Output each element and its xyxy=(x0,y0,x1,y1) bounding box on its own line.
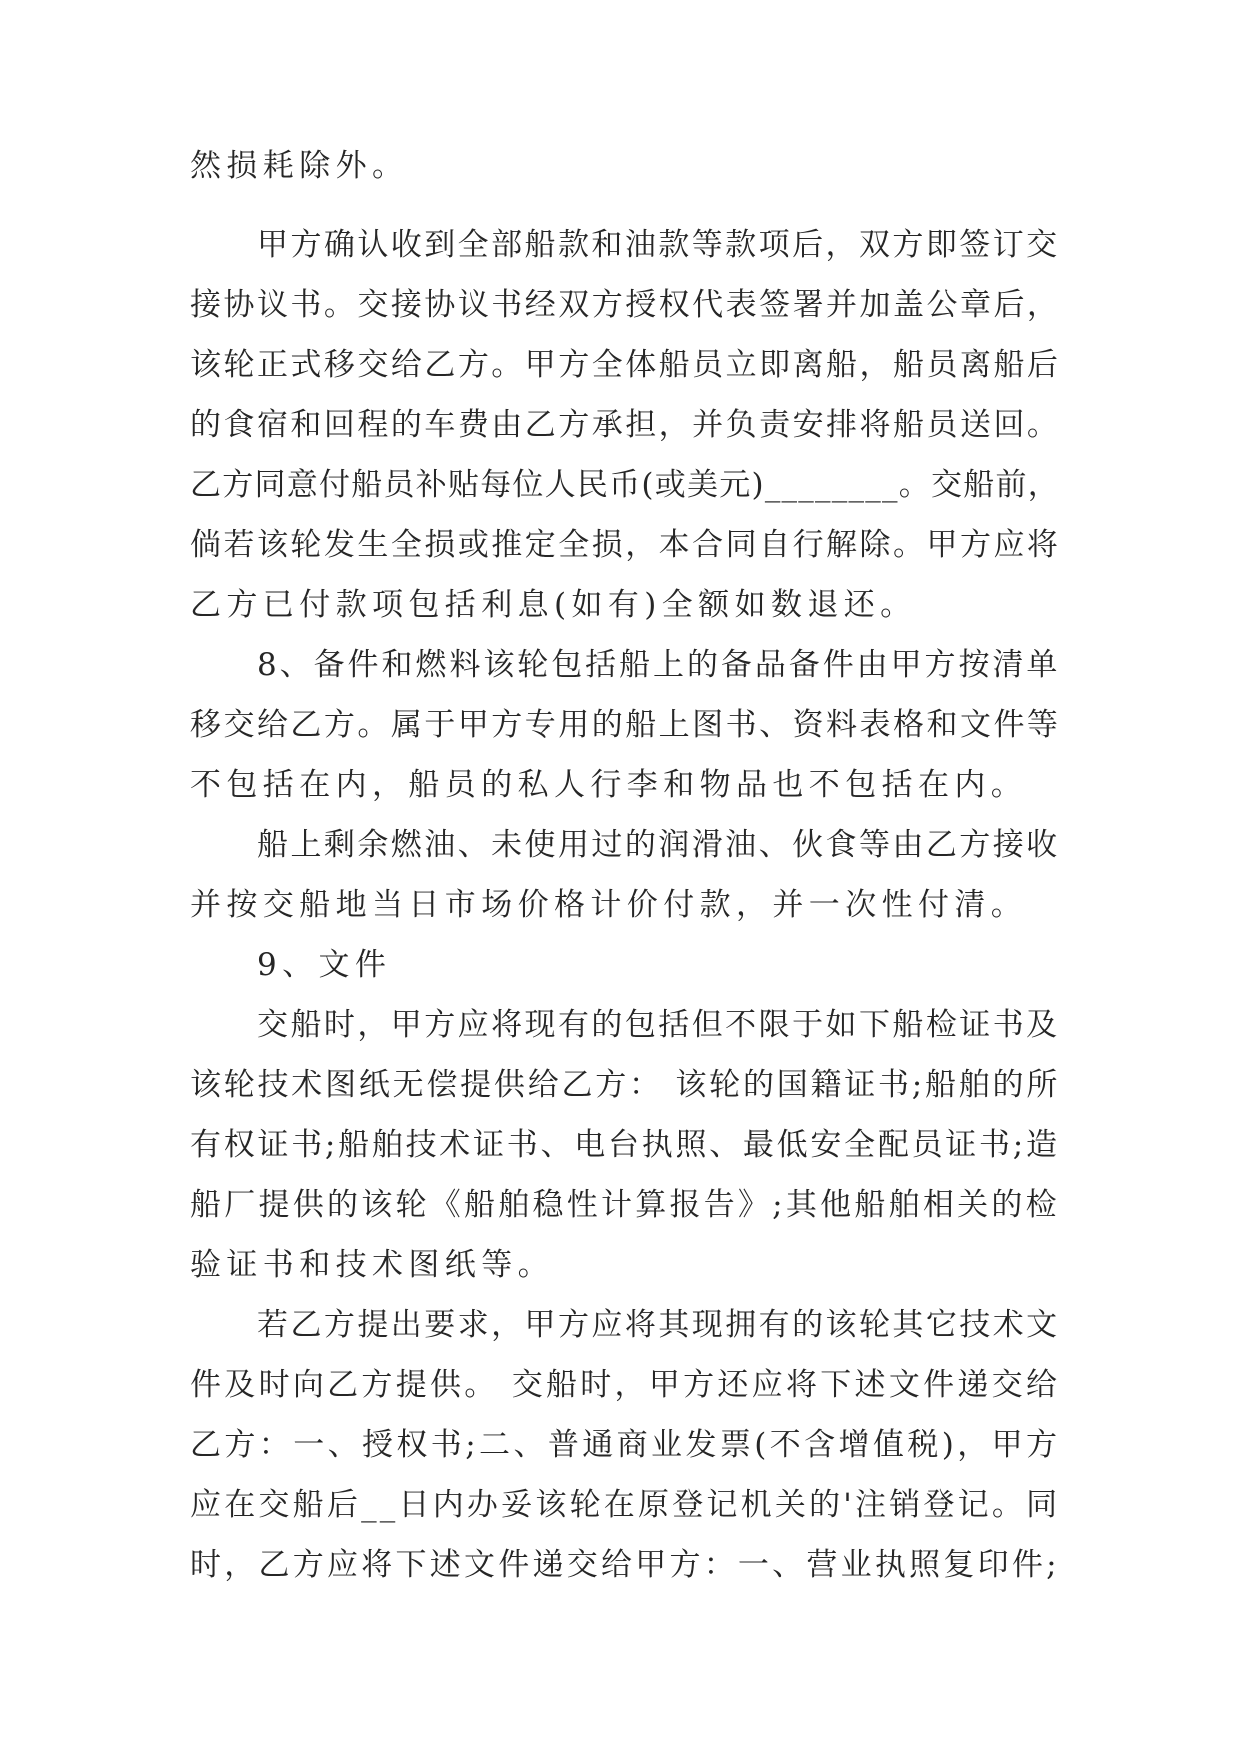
text-line: 件及时向乙方提供。 交船时，甲方还应将下述文件递交给 xyxy=(190,1367,1061,1403)
text-line: 时，乙方应将下述文件递交给甲方：一、营业执照复印件; xyxy=(190,1547,1060,1583)
text-line: 并按交船地当日市场价格计价付款，并一次性付清。 xyxy=(190,887,1028,923)
text-line: 交船时，甲方应将现有的包括但不限于如下船检证书及 xyxy=(257,1007,1060,1043)
text-line: 船上剩余燃油、未使用过的润滑油、伙食等由乙方接收 xyxy=(257,827,1060,863)
text-line: 不包括在内，船员的私人行李和物品也不包括在内。 xyxy=(190,767,1028,803)
text-line: 乙方同意付船员补贴每位人民币(或美元)________。交船前， xyxy=(190,467,1060,503)
text-line: 验证书和技术图纸等。 xyxy=(190,1247,554,1283)
text-line: 8、备件和燃料该轮包括船上的备品备件由甲方按清单 xyxy=(257,647,1061,683)
text-line: 该轮技术图纸无偿提供给乙方： 该轮的国籍证书;船舶的所 xyxy=(190,1067,1061,1103)
text-line: 移交给乙方。属于甲方专用的船上图书、资料表格和文件等 xyxy=(190,707,1061,743)
text-line: 乙方：一、授权书;二、普通商业发票(不含增值税)，甲方 xyxy=(190,1427,1061,1463)
text-line: 甲方确认收到全部船款和油款等款项后，双方即签订交 xyxy=(257,227,1060,263)
text-line: 然损耗除外。 xyxy=(190,148,409,184)
text-line: 的食宿和回程的车费由乙方承担，并负责安排将船员送回。 xyxy=(190,407,1061,443)
text-line: 该轮正式移交给乙方。甲方全体船员立即离船，船员离船后 xyxy=(190,347,1061,383)
text-line: 应在交船后__日内办妥该轮在原登记机关的'注销登记。同 xyxy=(190,1487,1061,1523)
text-line: 倘若该轮发生全损或推定全损，本合同自行解除。甲方应将 xyxy=(190,527,1061,563)
text-line: 船厂提供的该轮《船舶稳性计算报告》;其他船舶相关的检 xyxy=(190,1187,1060,1223)
text-line: 接协议书。交接协议书经双方授权代表签署并加盖公章后， xyxy=(190,287,1061,323)
text-line: 乙方已付款项包括利息(如有)全额如数退还。 xyxy=(190,587,917,623)
text-line: 有权证书;船舶技术证书、电台执照、最低安全配员证书;造 xyxy=(190,1127,1060,1163)
text-line: 9、文件 xyxy=(257,947,392,983)
text-line: 若乙方提出要求，甲方应将其现拥有的该轮其它技术文 xyxy=(257,1307,1060,1343)
